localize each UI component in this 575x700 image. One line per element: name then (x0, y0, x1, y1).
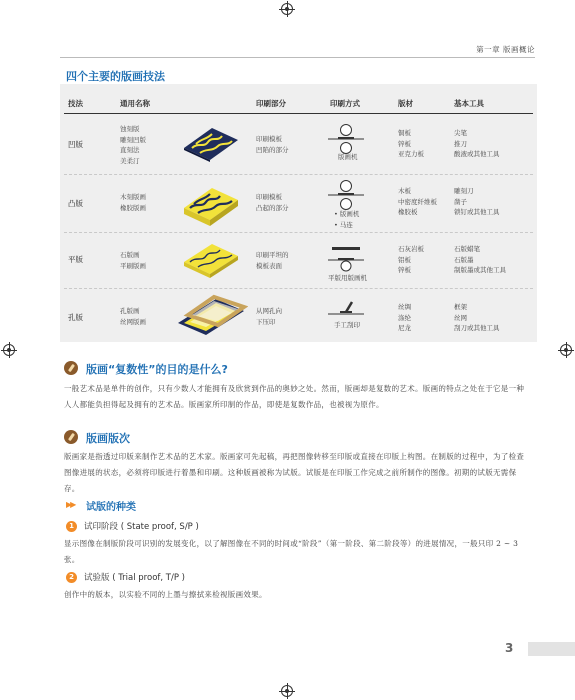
printing-part-relief: 印刷模板 凸起的部分 (256, 193, 289, 212)
header-rule-line (64, 113, 533, 114)
press-roller-icon (326, 180, 366, 210)
row-separator (64, 288, 533, 289)
technique-planographic: 平版 (68, 255, 83, 264)
double-arrow-icon: ▶▶ (66, 500, 75, 509)
flatbed-press-icon (326, 242, 366, 272)
column-header-printing-part: 印刷部分 (256, 99, 286, 108)
column-header-printing-method: 印刷方式 (330, 99, 360, 108)
section-title-multiplicity: 版画“复数性”的目的是什么? (86, 363, 228, 376)
registration-mark-bottom (281, 685, 293, 697)
registration-mark-top (281, 3, 293, 15)
registration-mark-right (560, 344, 572, 356)
row-separator (64, 232, 533, 233)
registration-mark-left (3, 344, 15, 356)
section-body-multiplicity: 一般艺术品是单件的创作，只有少数人才能拥有及欣赏到作品的奥妙之处。然而，版画却是复数的艺术。版画的特点之处在于它是一种人人都能负担得起及拥有的艺术品。版画家所印制的作品，即使是复数作品，也被视为原作。 (64, 384, 525, 409)
column-header-technique: 技法 (68, 99, 83, 108)
item-body-trial-proof: 创作中的版本，以实验不同的上墨与擦拭来检视版画效果。 (64, 590, 267, 599)
subsection-title-proof-types: 试版的种类 (86, 502, 136, 513)
common-names-planographic: 石版画 平刷版画 (120, 251, 146, 270)
page-number: 3 (505, 641, 514, 655)
technique-relief: 凸版 (68, 199, 83, 208)
column-header-basic-tools: 基本工具 (454, 99, 484, 108)
header-rule (60, 57, 535, 58)
row-separator (64, 174, 533, 175)
tools-planographic: 石版蜡笔 石版墨 制版墨或其他工具 (454, 245, 506, 274)
common-names-relief: 木刻版画 橡胶版画 (120, 193, 146, 212)
column-header-plate-material: 版材 (398, 99, 413, 108)
method-caption-intaglio: 版画机 (338, 153, 358, 161)
materials-intaglio: 铜板 锌板 亚克力板 (398, 129, 424, 158)
item-title-state-proof: 试印阶段 ( State proof, S/P ) (84, 522, 199, 532)
materials-planographic: 石灰岩板 铝板 锌板 (398, 245, 424, 274)
relief-plate-illustration (178, 180, 242, 226)
common-names-stencil: 孔版画 丝网版画 (120, 307, 146, 326)
materials-relief: 木板 中密度纤维板 橡胶板 (398, 187, 437, 216)
tools-stencil: 框架 丝网 刮刀或其他工具 (454, 303, 500, 332)
technique-intaglio: 凹版 (68, 140, 83, 149)
page-tab (528, 642, 575, 656)
printing-part-intaglio: 印刷模板 凹陷的部分 (256, 135, 289, 154)
materials-stencil: 丝绸 涤纶 尼龙 (398, 303, 411, 332)
tools-intaglio: 尖笔 推刀 酸液或其他工具 (454, 129, 500, 158)
item-number-badge: 1 (66, 521, 77, 532)
press-roller-icon (326, 124, 366, 154)
item-title-trial-proof: 试验版 ( Trial proof, T/P ) (84, 573, 185, 583)
squeegee-icon (326, 300, 366, 320)
intaglio-plate-illustration (178, 122, 242, 162)
table-title: 四个主要的版画技法 (66, 70, 165, 83)
item-body-state-proof: 显示图像在制版阶段可识别的发展变化，以了解图像在不同的时间或“阶段”（第一阶段、第二阶段等）的进展情况，一般只印 2 ~ 3 张。 (64, 539, 519, 564)
item-number-badge: 2 (66, 572, 77, 583)
technique-stencil: 孔版 (68, 313, 83, 322)
planographic-plate-illustration (178, 238, 242, 280)
section-brush-icon (64, 361, 78, 375)
column-header-common-name: 通用名称 (120, 99, 150, 108)
section-body-editions: 版画家是指透过印版来制作艺术品的艺术家。版画家可先起稿，再把图像转移至印版或直接在印版上构图。在制版的过程中，为了检查图像进展的状态，必须将印版进行着墨和印刷。这种版画被称为试版。试版是在印版工作完成之前所制作的图像。初期的试版无需保存。 (64, 452, 525, 493)
printing-part-planographic: 印刷平坦的 模板表面 (256, 251, 289, 270)
common-names-intaglio: 蚀刻版 雕刻凹版 直刻法 美柔汀 (120, 125, 146, 165)
section-title-editions: 版画版次 (86, 432, 130, 445)
chapter-header: 第一章 版画概论 (476, 45, 535, 54)
method-caption-planographic: 平版用版画机 (328, 274, 367, 282)
method-caption-stencil: 手工刮印 (334, 321, 360, 329)
method-caption-relief: • 版画机 • 马连 (334, 210, 360, 229)
screen-frame-illustration (172, 293, 248, 339)
tools-relief: 雕刻刀 凿子 锁钉或其他工具 (454, 187, 500, 216)
section-brush-icon (64, 430, 78, 444)
printing-part-stencil: 从网孔向 下压印 (256, 307, 282, 326)
